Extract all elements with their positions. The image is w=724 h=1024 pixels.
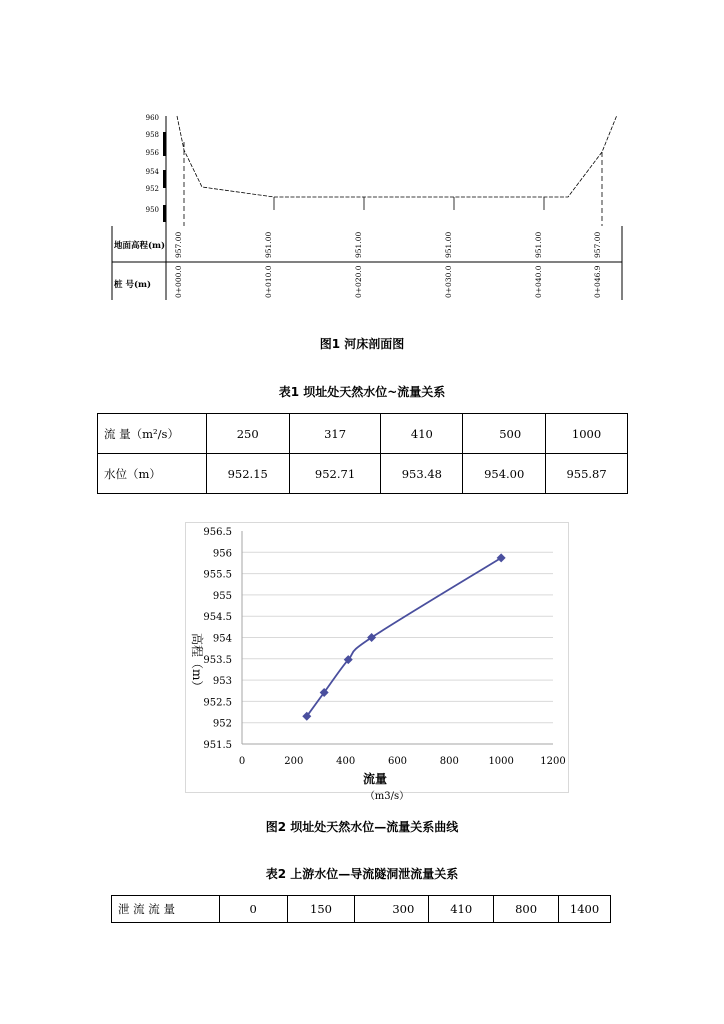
table1-cell: 954.00 [463, 454, 546, 494]
chart-y-tick-label: 952 [212, 718, 232, 730]
table1-caption: 表1 坝址处天然水位~流量关系 [278, 385, 446, 399]
profile-station-value: 0+000.0 [174, 265, 183, 298]
table1-cell: 952.71 [289, 454, 381, 494]
chart-y-tick-label: 953 [212, 676, 232, 688]
table1-cell: 955.87 [546, 454, 628, 494]
table1-cell: 953.48 [381, 454, 463, 494]
chart-y-tick-label: 951.5 [203, 740, 232, 751]
profile-station-value: 0+020.0 [354, 265, 363, 298]
profile-y-tick: 956 [145, 149, 159, 157]
chart-y-tick-label: 953.5 [203, 654, 232, 666]
table1-cell: 500 [463, 414, 546, 454]
profile-elevation-value: 951.00 [354, 231, 363, 258]
profile-y-tick: 950 [145, 206, 159, 214]
table2-cell: 800 [494, 896, 559, 923]
chart-y-tick-label: 956.5 [203, 527, 232, 538]
table1-cell: 952.15 [206, 454, 289, 494]
profile-elevation-value: 957.00 [593, 231, 602, 258]
table2-cell: 150 [287, 896, 355, 923]
chart-x-tick-label: 600 [387, 756, 408, 767]
chart-x-tick-label: 200 [284, 756, 304, 767]
chart-x-axis-unit: （m3/s） [364, 791, 410, 802]
profile-y-tick: 960 [145, 114, 159, 122]
table1-cell: 1000 [546, 414, 628, 454]
chart-y-tick-label: 954.5 [203, 612, 232, 624]
table2-cell: 410 [429, 896, 494, 923]
table1-row-label: 水位（m） [98, 454, 207, 494]
figure1-caption: 图1 河床剖面图 [319, 337, 405, 351]
chart-y-axis-label: 高程（m） [190, 633, 204, 693]
profile-y-tick: 954 [145, 168, 159, 176]
profile-elevation-value: 951.00 [444, 231, 453, 258]
profile-elevation-value: 957.00 [174, 231, 183, 258]
table2-caption: 表2 上游水位—导流隧洞泄流量关系 [265, 867, 459, 881]
chart-x-tick-label: 800 [439, 756, 459, 767]
table1-cell: 317 [289, 414, 381, 454]
figure2-caption: 图2 坝址处天然水位—流量关系曲线 [265, 820, 459, 834]
table1-cell: 410 [381, 414, 463, 454]
table2-cell: 1400 [559, 896, 611, 923]
chart-y-tick-label: 956 [212, 548, 232, 560]
profile-station-value: 0+046.9 [593, 265, 602, 298]
profile-elevation-value: 951.00 [534, 231, 543, 258]
profile-y-tick: 952 [145, 185, 159, 193]
table1-cell: 250 [206, 414, 289, 454]
table1-row-label: 流 量（m²/s） [98, 414, 207, 454]
chart-x-tick-label: 0 [238, 756, 246, 767]
chart-x-tick-label: 1200 [540, 756, 566, 767]
chart-y-tick-label: 955.5 [203, 569, 232, 581]
profile-station-value: 0+010.0 [264, 265, 273, 298]
profile-row-label-elevation: 地面高程(m) [114, 241, 166, 251]
profile-elevation-value: 951.00 [264, 231, 273, 258]
chart-y-tick-label: 952.5 [203, 697, 232, 709]
chart-y-tick-label: 955 [212, 590, 232, 602]
table2-row [112, 896, 611, 923]
table2-cell: 0 [219, 896, 287, 923]
table2-row-label: 泄 流 流 量 [112, 896, 220, 923]
chart-x-tick-label: 400 [336, 756, 356, 767]
table2 [111, 895, 611, 923]
profile-y-tick: 958 [145, 131, 159, 139]
profile-row-label-station: 桩 号(m) [114, 280, 151, 290]
profile-station-value: 0+040.0 [534, 265, 543, 298]
chart-x-axis-label: 流量 [362, 772, 388, 786]
table2-cell: 300 [355, 896, 429, 923]
chart-x-tick-label: 1000 [488, 756, 514, 767]
chart-y-tick-label: 954 [212, 633, 232, 645]
profile-station-value: 0+030.0 [444, 265, 453, 298]
chart-data-point [497, 553, 506, 562]
